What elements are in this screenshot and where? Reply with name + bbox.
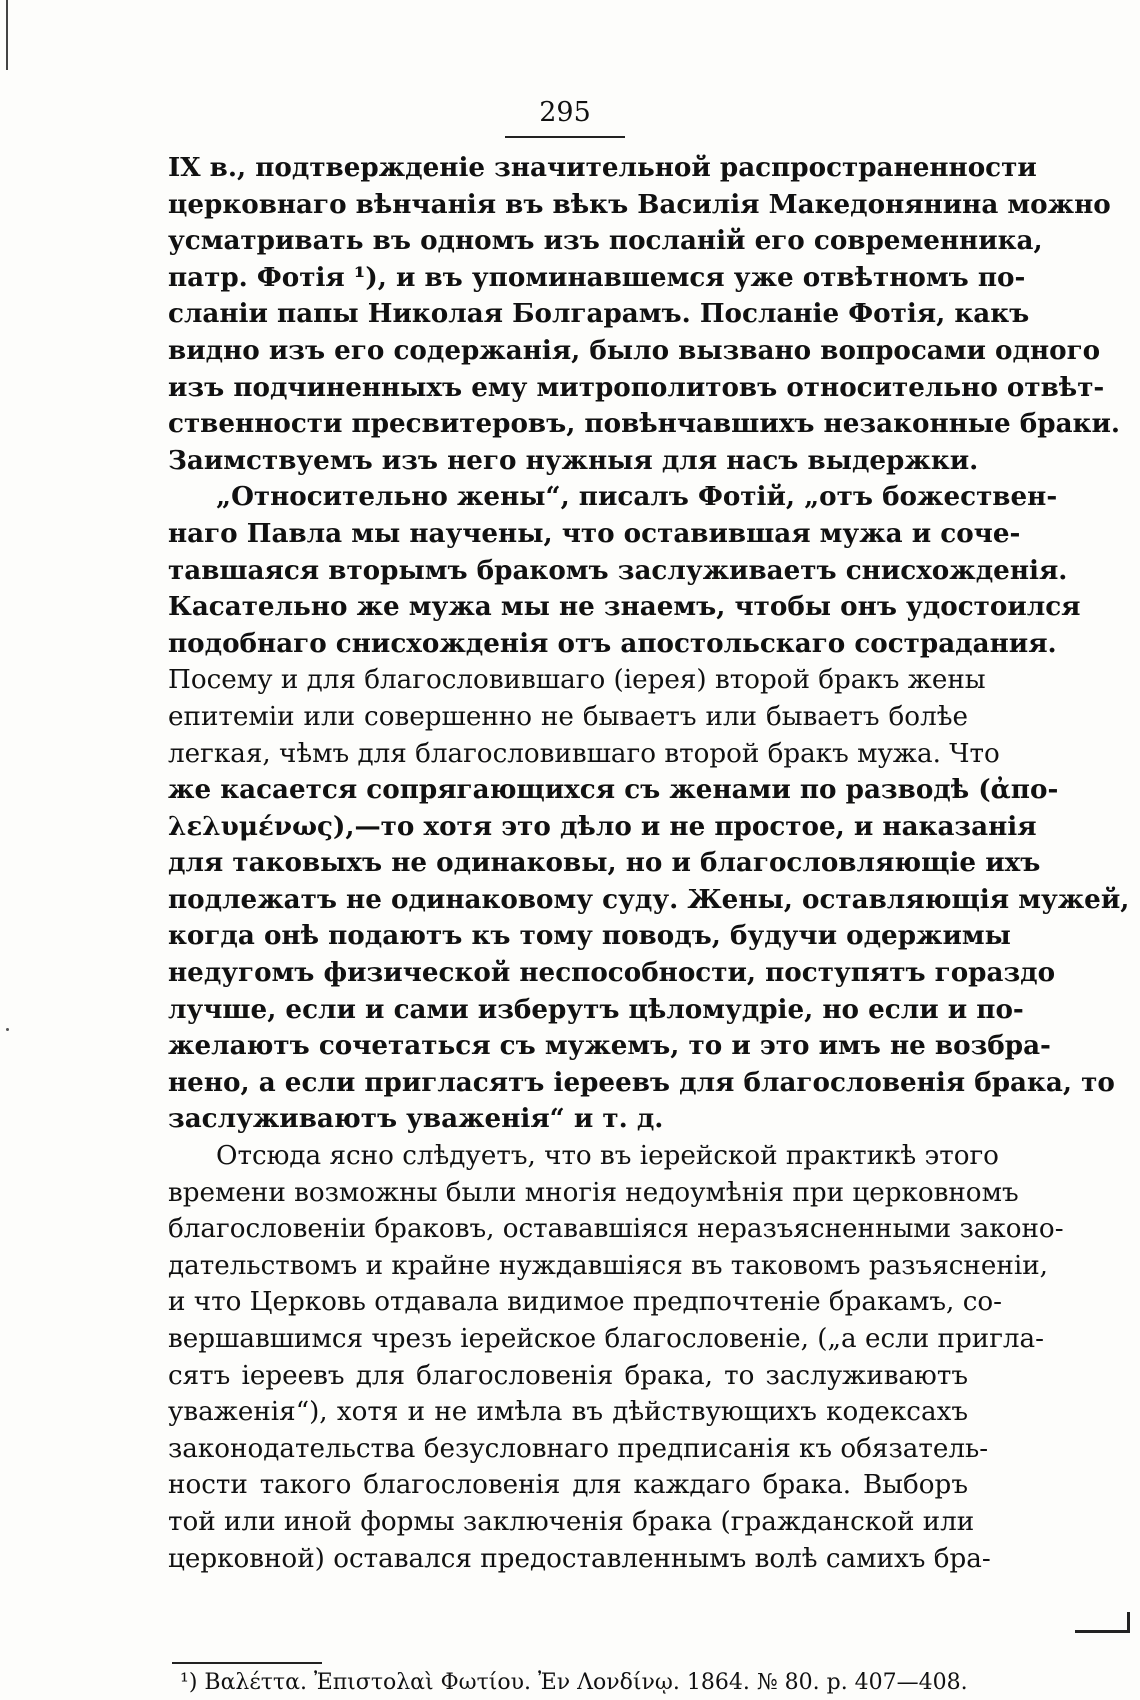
corner-crop-mark	[1075, 1612, 1130, 1633]
text-line: недугомъ физической неспособности, поступятъ гораздо	[168, 957, 1056, 989]
text-line: патр. Фотія ¹), и въ упоминавшемся уже отвѣтномъ по-	[168, 261, 1026, 293]
text-line: подобнаго снисхожденія отъ апостольскаго сострадания.	[168, 627, 1057, 659]
text-line: Заимствуемъ изъ него нужныя для насъ выдержки.	[168, 444, 979, 476]
text-line: вершавшимся чрезъ іерейское благословеніе, („а если пригла-	[168, 1324, 1045, 1354]
text-line: желаютъ сочетаться съ мужемъ, то и это имъ не возбра-	[168, 1030, 1051, 1062]
text-line: IX в., подтвержденіе значительной распространенности	[168, 152, 1037, 183]
text-line: благословеніи браковъ, остававшіяся неразъясненными законо-	[168, 1214, 1064, 1245]
text-line: подлежатъ не одинаковому суду. Жены, оставляющія мужей,	[168, 883, 1130, 915]
text-line: заслуживаютъ уваженія“ и т. д.	[168, 1103, 664, 1135]
text-line: когда онѣ подаютъ къ тому поводъ, будучи одержимы	[168, 920, 1011, 952]
text-line: усматривать въ одномъ изъ посланій его современника,	[168, 225, 1043, 257]
text-line: уваженія“), хотя и не имѣла въ дѣйствующихъ кодексахъ	[168, 1397, 968, 1428]
text-line: церковнаго вѣнчанія въ вѣкъ Василія Македонянина можно	[168, 188, 1111, 220]
page-number-rule	[505, 136, 625, 138]
text-line: сланіи папы Николая Болгарамъ. Посланіе Фотія, какъ	[168, 298, 1030, 330]
text-line: епитеміи или совершенно не бываетъ или бываетъ болѣе	[168, 701, 968, 732]
text-line: той или иной формы заключенія брака (гражданской или	[168, 1506, 975, 1537]
text-line: дательствомъ и крайне нуждавшіяся въ таковомъ разъясненіи,	[168, 1250, 1048, 1281]
text-line: тавшаяся вторымъ бракомъ заслуживаетъ снисхожденія.	[168, 554, 1068, 586]
text-line: Отсюда ясно слѣдуетъ, что въ іерейской практикѣ этого	[216, 1141, 999, 1172]
text-line: времени возможны были многія недоумѣнія при церковномъ	[168, 1177, 1019, 1208]
text-line: наго Павла мы научены, что оставившая мужа и соче-	[168, 517, 1021, 549]
text-line: нено, а если пригласятъ іереевъ для благословенія брака, то	[168, 1066, 1115, 1098]
text-line: λελυμένως),—то хотя это дѣло и не простое, и наказанія	[168, 810, 1037, 842]
text-line: церковной) оставался предоставленнымъ волѣ самихъ бра-	[168, 1543, 991, 1574]
page-number: 295	[539, 97, 591, 128]
text-line: же касается сопрягающихся съ женами по разводѣ (ἀπο-	[168, 774, 1059, 806]
text-line: ности такого благословенія для каждаго брака. Выборъ	[168, 1470, 968, 1501]
text-line: Посему и для благословившаго (іерея) второй бракъ жены	[168, 665, 986, 696]
body-text	[168, 150, 1130, 1577]
text-line: видно изъ его содержанія, было вызвано вопросами одного	[168, 334, 1101, 366]
footnote-rule	[172, 1662, 322, 1664]
text-line: изъ подчиненныхъ ему митрополитовъ относительно отвѣт-	[168, 371, 1105, 403]
text-line: сятъ іереевъ для благословенія брака, то заслуживаютъ	[168, 1360, 968, 1391]
text-line: для таковыхъ не одинаковы, но и благословляющіе ихъ	[168, 847, 1041, 879]
paragraph-3	[168, 1138, 1064, 1577]
left-margin-dot	[6, 1028, 9, 1031]
paragraph-1	[168, 150, 1121, 479]
text-line: ственности пресвитеровъ, повѣнчавшихъ незаконные браки.	[168, 408, 1121, 440]
text-line: лучше, если и сами изберутъ цѣломудріе, но если и по-	[168, 993, 1024, 1025]
footnote: ¹) Βαλέττα. Ἐπιστολαὶ Φωτίου. Ἐν Λονδίνῳ. 1864. № 80. p. 407—408.	[180, 1670, 968, 1695]
paragraph-2	[168, 479, 1130, 1138]
left-margin-scan-mark	[6, 0, 8, 70]
text-line: „Относительно жены“, писалъ Фотій, „отъ божествен-	[216, 481, 1058, 513]
text-line: законодательства безусловнаго предписанія къ обязатель-	[168, 1433, 989, 1464]
text-line: Касательно же мужа мы не знаемъ, чтобы онъ удостоился	[168, 591, 1081, 623]
text-line: и что Церковь отдавала видимое предпочтеніе бракамъ, со-	[168, 1287, 1002, 1318]
text-line: легкая, чѣмъ для благословившаго второй бракъ мужа. Что	[168, 738, 1000, 769]
